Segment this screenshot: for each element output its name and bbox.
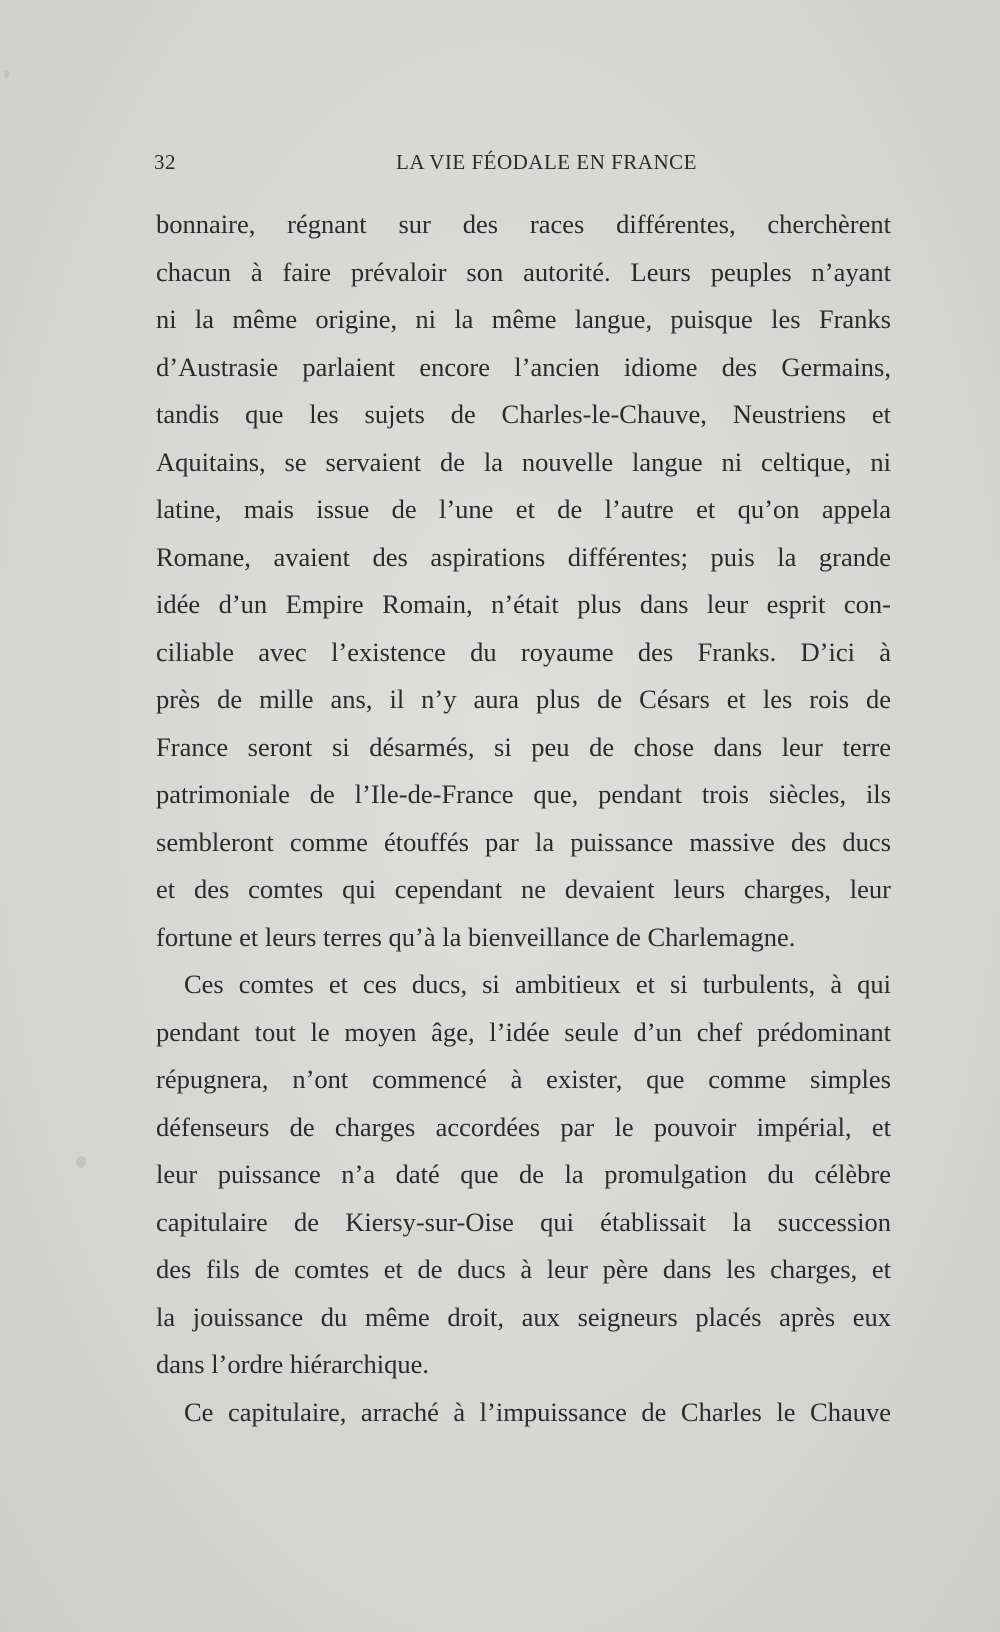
text-line: France seront si désarmés, si peu de chose dans leur terre — [156, 731, 891, 762]
text-line: leur puissance n’a daté que de la promulgation du célèbre — [156, 1159, 891, 1189]
text-line: bonnaire, régnant sur des races différentes, cherchèrent — [156, 209, 891, 239]
body-text — [156, 201, 891, 1436]
text-line: sembleront comme étouffés par la puissance massive des ducs — [156, 826, 891, 857]
text-line: pendant tout le moyen âge, l’idée seule d’un chef prédominant — [156, 1016, 891, 1047]
text-line: latine, mais issue de l’une et de l’autre et qu’on appela — [156, 494, 891, 524]
text-line: défenseurs de charges accordées par le pouvoir impérial, et — [156, 1111, 891, 1142]
text-line: patrimoniale de l’Ile-de-France que, pendant trois siècles, ils — [156, 779, 891, 809]
text-line: tandis que les sujets de Charles-le-Chauve, Neustriens et — [156, 399, 891, 429]
text-line: fortune et leurs terres qu’à la bienveillance de Charlemagne. — [156, 921, 796, 952]
text-line: la jouissance du même droit, aux seigneurs placés après eux — [156, 1301, 891, 1332]
text-line: ciliable avec l’existence du royaume des Franks. D’ici à — [156, 636, 891, 667]
text-line: d’Austrasie parlaient encore l’ancien idiome des Germains, — [156, 351, 891, 382]
text-line: chacun à faire prévaloir son autorité. Leurs peuples n’ayant — [156, 256, 891, 287]
text-line: et des comtes qui cependant ne devaient leurs charges, leur — [156, 874, 891, 904]
text-line: des fils de comtes et de ducs à leur père dans les charges, et — [156, 1254, 891, 1284]
paragraph-start-line: Ces comtes et ces ducs, si ambitieux et si turbulents, à qui — [184, 969, 891, 999]
text-line: capitulaire de Kiersy-sur-Oise qui établissait la succession — [156, 1206, 891, 1237]
text-line: ni la même origine, ni la même langue, puisque les Franks — [156, 304, 891, 334]
text-line: répugnera, n’ont commencé à exister, que comme simples — [156, 1064, 891, 1094]
running-head — [154, 150, 889, 180]
text-line: près de mille ans, il n’y aura plus de Césars et les rois de — [156, 684, 891, 714]
text-line: idée d’un Empire Romain, n’était plus dans leur esprit con- — [156, 589, 891, 619]
paragraph-start-line: Ce capitulaire, arraché à l’impuissance de Charles le Chauve — [184, 1396, 891, 1427]
text-line: dans l’ordre hiérarchique. — [156, 1349, 429, 1379]
page-number: 32 — [154, 150, 176, 174]
text-line: Romane, avaient des aspirations différentes; puis la grande — [156, 541, 891, 572]
text-line: Aquitains, se servaient de la nouvelle langue ni celtique, ni — [156, 446, 891, 477]
paper-stain — [76, 1156, 86, 1168]
running-title: LA VIE FÉODALE EN FRANCE — [396, 150, 697, 174]
paper-stain — [4, 70, 9, 78]
